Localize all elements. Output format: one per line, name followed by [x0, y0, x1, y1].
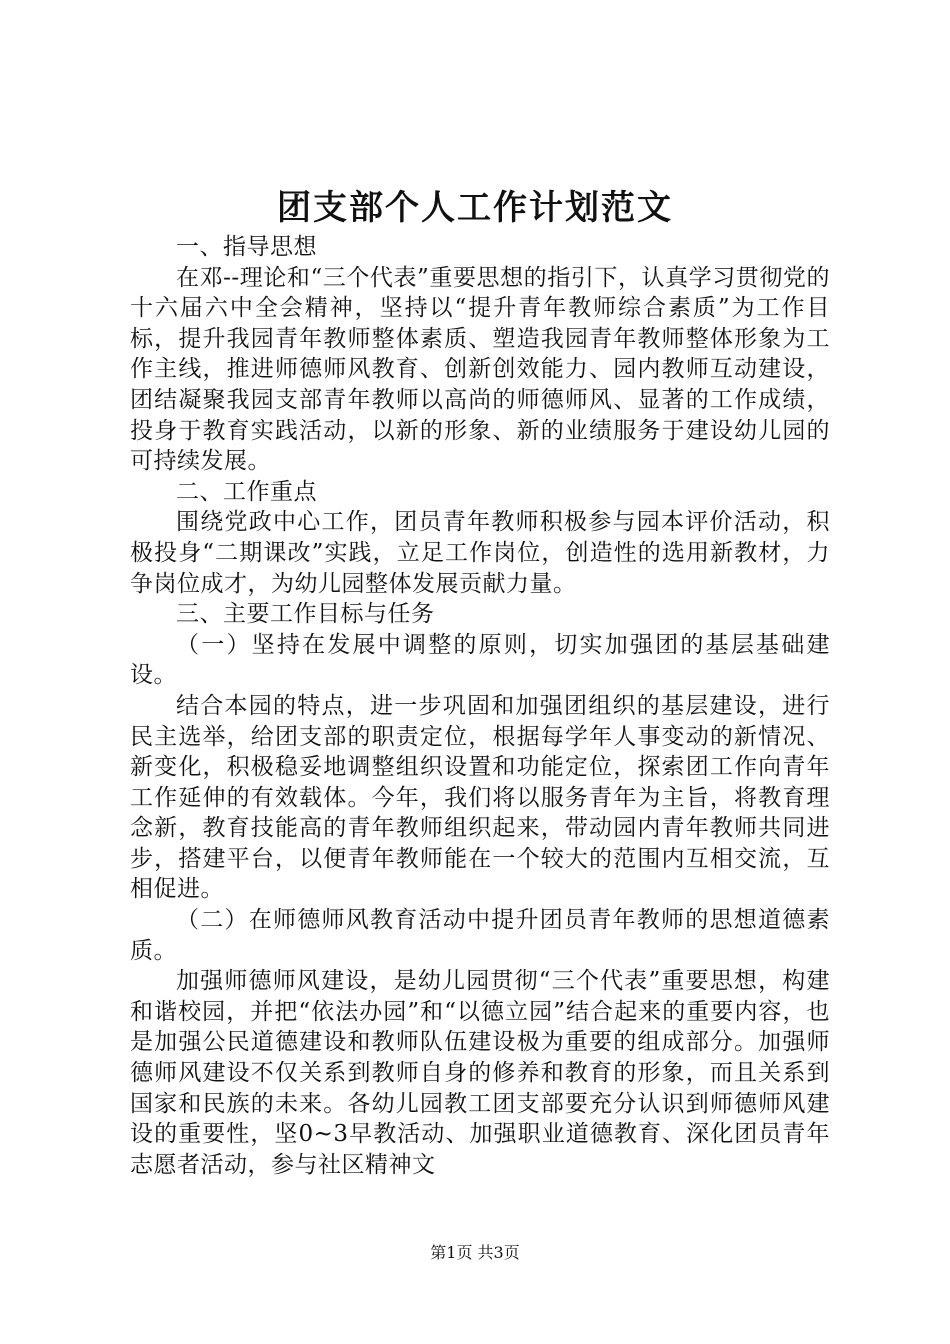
document-body — [130, 232, 830, 1180]
section-heading-work-focus: 二、工作重点 — [176, 478, 317, 505]
document-title: 团支部个人工作计划范文 — [277, 188, 673, 228]
section-heading-guiding-ideology: 一、指导思想 — [176, 234, 317, 260]
paragraph-work-focus: 围绕党政中心工作，团员青年教师积极参与园本评价活动，积极投身“二期课改”实践，立足工作岗位，创造性的选用新教材，力争岗位成才，为幼儿园整体发展贡献力量。 — [130, 509, 830, 597]
subheading-task-two: （二）在师德师风教育活动中提升团员青年教师的思想道德素质。 — [130, 907, 830, 964]
section-heading-goals-tasks: 三、主要工作目标与任务 — [176, 601, 435, 628]
page-footer: 第1页 共3页 — [430, 1243, 520, 1262]
subheading-task-one: （一）坚持在发展中调整的原则，切实加强团的基层基础建设。 — [130, 631, 830, 689]
paragraph-task-one: 结合本园的特点，进一步巩固和加强团组织的基层建设，进行民主选举，给团支部的职责定位，根据每学年人事变动的新情况、新变化，积极稳妥地调整组织设置和功能定位，探索团工作向青年工作延伸的有效载体。今年，我们将以服务青年为主旨，将教育理念新，教育技能高的青年教师组织起来，带动园内青年教师共同进步，搭建平台，以便青年教师能在一个较大的范围内互相交流，互相促进。 — [130, 692, 830, 903]
paragraph-task-two: 加强师德师风建设，是幼儿园贯彻“三个代表”重要思想，构建和谐校园，并把“依法办园”和“以德立园”结合起来的重要内容，也是加强公民道德建设和教师队伍建设极为重要的组成部分。加强师德师风建设不仅关系到教师自身的修养和教育的形象，而且关系到国家和民族的未来。各幼儿园教工团支部要充分认识到师德师风建设的重要性，坚0~3早教活动、加强职业道德教育、深化团员青年志愿者活动，参与社区精神文 — [130, 968, 830, 1178]
paragraph-guiding-ideology: 在邓--理论和“三个代表”重要思想的指引下，认真学习贯彻党的十六届六中全会精神，坚持以“提升青年教师综合素质”为工作目标，提升我园青年教师整体素质、塑造我园青年教师整体形象为工作主线，推进师德师风教育、创新创效能力、园内教师互动建设，团结凝聚我园支部青年教师以高尚的师德师风、显著的工作成绩，投身于教育实践活动，以新的形象、新的业绩服务于建设幼儿园的可持续发展。 — [130, 264, 830, 475]
